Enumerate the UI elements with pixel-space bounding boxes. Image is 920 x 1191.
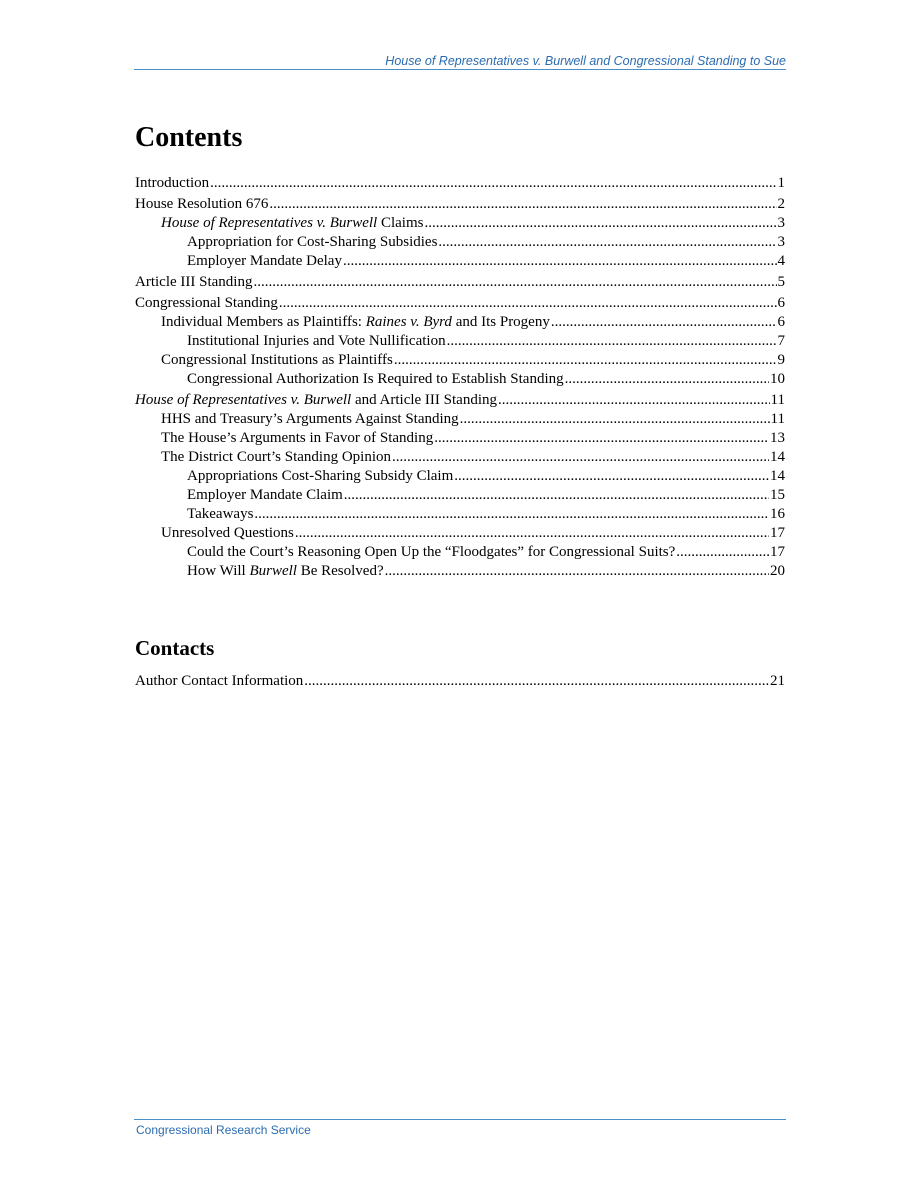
dot-leader [447, 332, 777, 351]
toc-entry-title [135, 174, 209, 193]
toc-entry-italic-text: House of Representatives v. Burwell [135, 392, 352, 408]
toc-entry-text: Appropriation for Cost-Sharing Subsidies [187, 234, 438, 250]
toc-entry-text: Introduction [135, 175, 210, 191]
toc-entry[interactable] [135, 467, 785, 486]
dot-leader [438, 233, 776, 252]
dot-leader [392, 448, 769, 467]
dot-leader [394, 351, 777, 370]
toc-entry[interactable] [135, 273, 785, 292]
toc-entry-title [161, 351, 393, 370]
toc-page-number: 2 [777, 196, 785, 212]
toc-entry[interactable] [135, 391, 785, 410]
toc-page-number: 7 [777, 333, 785, 349]
toc-entry-italic-text: Burwell [249, 563, 297, 579]
toc-entry-title [161, 313, 550, 332]
toc-page-number: 9 [777, 352, 785, 368]
toc-entry-title [161, 410, 459, 429]
toc-entry-text: Congressional Institutions as Plaintiffs [161, 352, 393, 368]
dot-leader [385, 562, 769, 581]
page-title: Contents [135, 122, 243, 153]
dot-leader [460, 410, 770, 429]
dot-leader [343, 252, 777, 271]
toc-entry-text: Congressional Authorization Is Required to Establish Standing [187, 371, 564, 387]
toc-page-number: 4 [777, 253, 785, 269]
toc-entry-title [187, 486, 343, 505]
running-header: House of Representatives v. Burwell and Congressional Standing to Sue [385, 54, 786, 68]
toc-entry-title [135, 195, 268, 214]
toc-entry[interactable] [135, 672, 785, 691]
toc-entry-text: Unresolved Questions [161, 525, 294, 541]
toc-page-number: 6 [777, 295, 785, 311]
toc-entry[interactable] [135, 174, 785, 193]
toc-entry[interactable] [135, 562, 785, 581]
toc-entry-title [161, 429, 433, 448]
toc-entry[interactable] [135, 370, 785, 389]
toc-entry-text: The District Court’s Standing Opinion [161, 449, 391, 465]
toc-page-number: 16 [770, 506, 785, 522]
toc-entry[interactable] [135, 351, 785, 370]
toc-entry-title [161, 524, 294, 543]
header-rule [134, 69, 786, 70]
toc-page-number: 14 [770, 468, 785, 484]
toc-entry-title [187, 332, 446, 351]
dot-leader [424, 214, 776, 233]
toc-entry-title [135, 294, 278, 313]
toc-page-number: 13 [770, 430, 785, 446]
toc-entry[interactable] [135, 233, 785, 252]
toc-entry-title [187, 233, 437, 252]
toc-entry-title [135, 672, 303, 691]
toc-entry[interactable] [135, 214, 785, 233]
toc-entry-text: Author Contact Information [135, 673, 304, 689]
toc-entry-text-tail: Claims [377, 215, 424, 231]
toc-entry-text: The House’s Arguments in Favor of Standing [161, 430, 434, 446]
toc-entry-title [187, 467, 453, 486]
toc-entry[interactable] [135, 313, 785, 332]
dot-leader [210, 174, 776, 193]
dot-leader [565, 370, 769, 389]
toc-entry-title [161, 214, 423, 233]
toc-entry[interactable] [135, 195, 785, 214]
toc-entry-text: Individual Members as Plaintiffs: [161, 314, 366, 330]
toc-entry-title [187, 505, 253, 524]
toc-page-number: 17 [770, 544, 785, 560]
toc-page-number: 21 [770, 673, 785, 689]
toc-entry-title [187, 370, 564, 389]
toc-entry-title [187, 543, 675, 562]
toc-page-number: 5 [777, 274, 785, 290]
dot-leader [676, 543, 769, 562]
dot-leader [254, 505, 769, 524]
toc-entry-title [187, 562, 384, 581]
toc-page-number: 3 [777, 234, 785, 250]
toc-entry-text: Employer Mandate Claim [187, 487, 343, 503]
toc-entry[interactable] [135, 429, 785, 448]
dot-leader [498, 391, 770, 410]
dot-leader [344, 486, 769, 505]
contacts-heading: Contacts [135, 636, 215, 660]
toc-entry-text: Appropriations Cost-Sharing Subsidy Claim [187, 468, 454, 484]
toc-entry-title [161, 448, 391, 467]
toc-entry-title [135, 391, 497, 410]
contacts-list [135, 672, 785, 691]
dot-leader [253, 273, 776, 292]
toc-entry-title [135, 273, 252, 292]
table-of-contents [135, 174, 785, 581]
toc-page-number: 3 [777, 215, 785, 231]
toc-entry[interactable] [135, 486, 785, 505]
footer-org: Congressional Research Service [136, 1123, 311, 1137]
toc-entry[interactable] [135, 505, 785, 524]
dot-leader [551, 313, 777, 332]
toc-entry-text: Takeaways [187, 506, 254, 522]
toc-page-number: 1 [777, 175, 785, 191]
toc-entry[interactable] [135, 543, 785, 562]
dot-leader [434, 429, 769, 448]
footer-rule [134, 1119, 786, 1120]
toc-entry-text-tail: and Its Progeny [451, 314, 550, 330]
dot-leader [295, 524, 769, 543]
dot-leader [304, 672, 769, 691]
toc-page-number: 20 [770, 563, 785, 579]
toc-entry-text: House Resolution 676 [135, 196, 269, 212]
toc-entry[interactable] [135, 524, 785, 543]
toc-page-number: 15 [770, 487, 785, 503]
toc-entry[interactable] [135, 410, 785, 429]
toc-entry[interactable] [135, 448, 785, 467]
toc-entry-text: How Will [187, 563, 250, 579]
toc-entry[interactable] [135, 332, 785, 351]
toc-page-number: 10 [770, 371, 785, 387]
toc-entry-italic-text: House of Representatives v. Burwell [161, 215, 378, 231]
toc-page-number: 14 [770, 449, 785, 465]
toc-entry-title [187, 252, 342, 271]
toc-entry-italic-text: Raines v. Byrd [365, 314, 452, 330]
toc-page-number: 11 [770, 411, 785, 427]
toc-page-number: 6 [777, 314, 785, 330]
toc-page-number: 11 [770, 392, 785, 408]
toc-entry-text: Institutional Injuries and Vote Nullification [187, 333, 446, 349]
dot-leader [454, 467, 769, 486]
dot-leader [269, 195, 776, 214]
toc-entry-text-tail: Be Resolved? [296, 563, 384, 579]
toc-entry-text: Article III Standing [135, 274, 253, 290]
toc-page-number: 17 [770, 525, 785, 541]
toc-entry-text: Employer Mandate Delay [187, 253, 342, 269]
toc-entry-text: Congressional Standing [135, 295, 278, 311]
toc-entry[interactable] [135, 252, 785, 271]
toc-entry-text: HHS and Treasury’s Arguments Against Standing [161, 411, 459, 427]
dot-leader [279, 294, 777, 313]
toc-entry[interactable] [135, 294, 785, 313]
toc-entry-text-tail: and Article III Standing [351, 392, 497, 408]
toc-entry-text: Could the Court’s Reasoning Open Up the “Floodgates” for Congressional Suits? [187, 544, 676, 560]
